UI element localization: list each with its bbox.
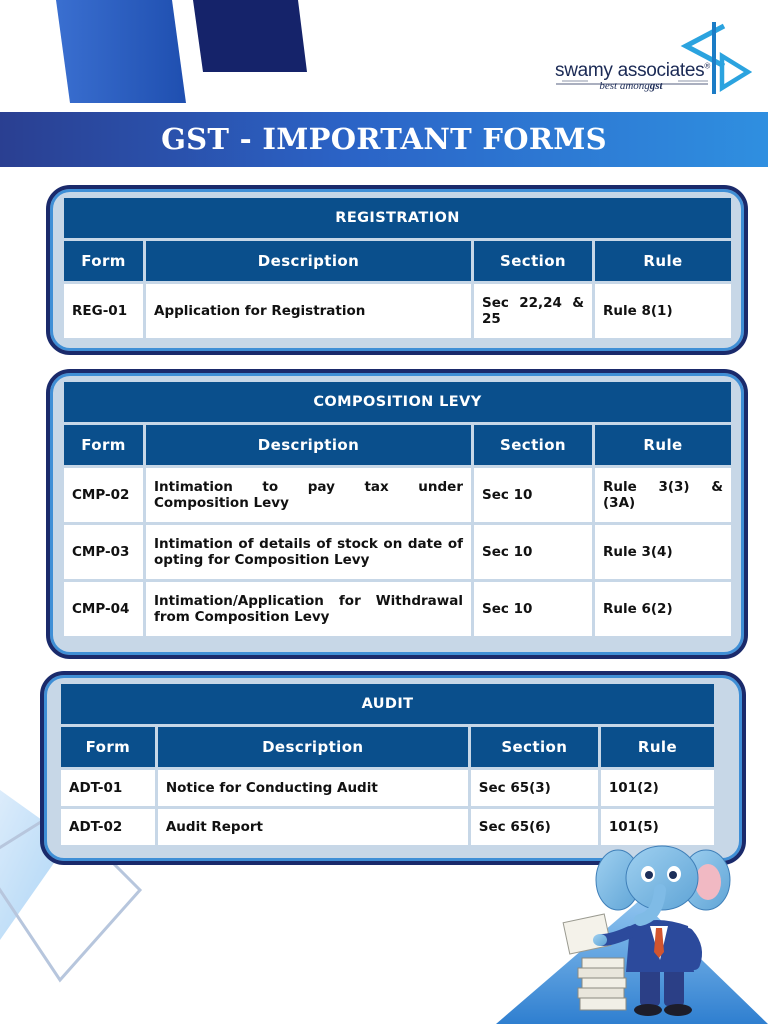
col-description: Description (146, 425, 471, 465)
form-section: Sec 10 (474, 468, 592, 522)
col-form: Form (61, 727, 155, 767)
form-section: Sec 22,24 & 25 (474, 284, 592, 338)
form-section: Sec 10 (474, 582, 592, 636)
page-title: GST - IMPORTANT FORMS (161, 122, 607, 156)
composition-table (61, 379, 734, 639)
form-description: Notice for Conducting Audit (158, 770, 468, 806)
col-rule: Rule (595, 241, 731, 281)
table-row (61, 770, 714, 806)
tagline-suffix: gst (649, 80, 663, 92)
form-rule: Rule 8(1) (595, 284, 731, 338)
tagline-prefix: best among (599, 80, 650, 92)
table-row (64, 582, 731, 636)
brand-name: swamy associates (555, 60, 705, 81)
col-section: Section (471, 727, 598, 767)
form-rule: Rule 3(4) (595, 525, 731, 579)
col-section: Section (474, 425, 592, 465)
col-form: Form (64, 241, 143, 281)
col-rule: Rule (595, 425, 731, 465)
form-section: Sec 65(3) (471, 770, 598, 806)
registered-mark: ® (704, 61, 710, 71)
form-rule: Rule 6(2) (595, 582, 731, 636)
form-description: Audit Report (158, 809, 468, 845)
form-code: ADT-02 (61, 809, 155, 845)
form-description: Intimation to pay tax under Composition Levy (146, 468, 471, 522)
form-code: CMP-03 (64, 525, 143, 579)
form-description: Application for Registration (146, 284, 471, 338)
col-rule: Rule (601, 727, 714, 767)
form-rule: 101(5) (601, 809, 714, 845)
audit-title: AUDIT (61, 684, 714, 724)
form-code: REG-01 (64, 284, 143, 338)
table-row (64, 468, 731, 522)
table-row (64, 525, 731, 579)
table-row (64, 284, 731, 338)
brand-logo (552, 22, 752, 102)
form-section: Sec 65(6) (471, 809, 598, 845)
audit-table (58, 681, 717, 848)
composition-title: COMPOSITION LEVY (64, 382, 731, 422)
form-description: Intimation/Application for Withdrawal from Composition Levy (146, 582, 471, 636)
col-section: Section (474, 241, 592, 281)
col-form: Form (64, 425, 143, 465)
form-rule: Rule 3(3) & (3A) (595, 468, 731, 522)
registration-title: REGISTRATION (64, 198, 731, 238)
title-banner (0, 112, 768, 167)
top-shape-right (193, 0, 307, 72)
form-code: CMP-04 (64, 582, 143, 636)
form-section: Sec 10 (474, 525, 592, 579)
col-description: Description (158, 727, 468, 767)
elephant-mascot-icon (490, 840, 768, 1024)
registration-table (61, 195, 734, 341)
col-description: Description (146, 241, 471, 281)
top-shape-left (56, 0, 186, 103)
form-rule: 101(2) (601, 770, 714, 806)
top-decoration (0, 0, 330, 110)
form-code: CMP-02 (64, 468, 143, 522)
form-code: ADT-01 (61, 770, 155, 806)
form-description: Intimation of details of stock on date of opting for Composition Levy (146, 525, 471, 579)
